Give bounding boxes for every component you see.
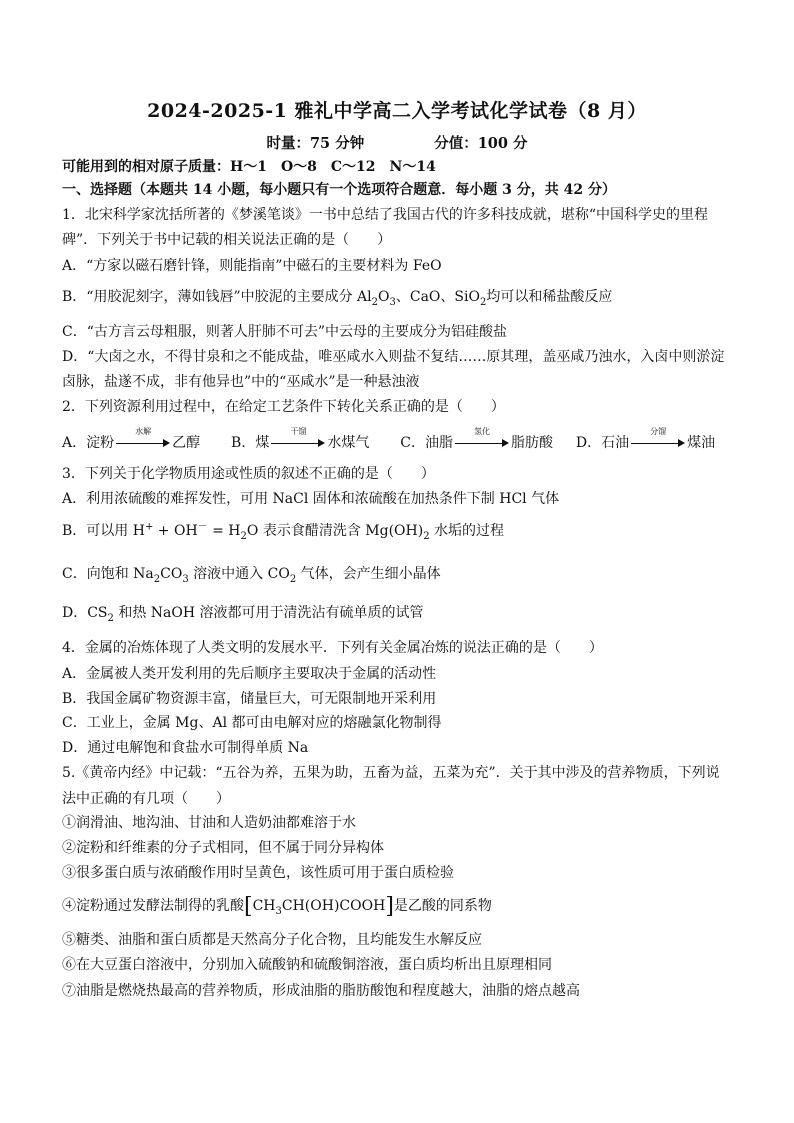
q3-c-post: 气体，会产生细小晶体 (296, 566, 441, 582)
total-score: 分值：100 分 (434, 135, 528, 152)
q1-b-sub2: 3 (389, 296, 396, 308)
q3-c-mid2: 溶液中通入 CO (188, 566, 290, 582)
time-limit: 时量：75 分钟 (266, 135, 365, 152)
q2-d-pre: D．石油 (575, 435, 630, 451)
q1-b-o: O (378, 289, 390, 305)
q2-b-post: 水煤气 (327, 435, 370, 451)
q1-option-d-line2: 卤脉，盐遂不成，非有他异也”中的“巫咸水”是一种悬浊液 (62, 374, 420, 390)
q3-c-sub1: 2 (153, 573, 161, 585)
q3-b-mid2: = H (207, 523, 241, 539)
q3-b-sup1: + (144, 521, 154, 533)
q2-stem: 2．下列资源利用过程中，在给定工艺条件下转化关系正确的是（ ） (62, 399, 505, 415)
q5-statement-1: ①润滑油、地沟油、甘油和人造奶油都难溶于水 (62, 815, 356, 831)
q2-c-pre: C．油脂 (400, 435, 453, 451)
q3-b-pre: B．可以用 H (62, 523, 145, 539)
q1-stem-line1: 1．北宋科学家沈括所著的《梦溪笔谈》一书中总结了我国古代的许多科技成就，堪称“中国科学史的里程 (62, 207, 709, 223)
q4-option-c: C．工业上，金属 Mg、Al 都可由电解对应的熔融氯化物制得 (62, 715, 442, 731)
q3-c-mid: CO (160, 566, 183, 582)
q2-d-post: 煤油 (687, 435, 716, 451)
reaction-arrow-icon: 水解 (116, 436, 170, 450)
q5-statement-4 (62, 896, 754, 917)
reaction-arrow-icon: 分馏 (631, 436, 685, 450)
q3-b-sup2: － (197, 521, 208, 533)
q1-b-post: 均可以和稀盐酸反应 (486, 289, 613, 305)
q3-b-post: 水垢的过程 (429, 523, 505, 539)
q1-b-sub3: 2 (479, 296, 487, 308)
q2-options (62, 427, 754, 453)
q1-b-mid: 、CaO、SiO (395, 289, 480, 305)
q5-statement-7: ⑦油脂是燃烧热最高的营养物质，形成油脂的脂肪酸饱和程度越大，油脂的熔点越高 (62, 983, 580, 999)
q1-option-c: C．“古方言云母粗服，则著人肝肺不可去”中云母的主要成分为铝硅酸盐 (62, 324, 508, 340)
q2-a-post: 乙醇 (172, 435, 201, 451)
q5-s4-post: 是乙酸的同系物 (393, 898, 492, 914)
q3-b-mid3: O 表示食醋清洗含 Mg(OH) (246, 523, 424, 539)
q5-stem-line1: 5.《黄帝内经》中记载：“五谷为养，五果为助，五畜为益，五菜为充”．关于其中涉及的营养物质，下列说 (62, 765, 720, 781)
q3-c-sub3: 2 (289, 573, 297, 585)
section-heading: 一、选择题（本题共 14 小题，每小题只有一个选项符合题意．每小题 3 分，共 42 分） (62, 182, 616, 198)
q1-option-a: A．“方家以磁石磨针锋，则能指南”中磁石的主要材料为 FeO (62, 258, 442, 274)
reaction-arrow-icon: 干馏 (271, 436, 325, 450)
q1-option-b (62, 287, 754, 307)
q5-stem-line2: 法中正确的有几项（ ） (62, 791, 230, 807)
q1-b-sub1: 2 (371, 296, 379, 308)
q3-option-c (62, 564, 754, 584)
q1-b-pre: B．“用胶泥刻字，薄如钱唇”中胶泥的主要成分 Al (62, 289, 372, 305)
bracket-right-icon: ] (385, 894, 394, 919)
q2-b-pre: B．煤 (231, 435, 270, 451)
q5-statement-2: ②淀粉和纤维素的分子式相同，但不属于同分异构体 (62, 840, 384, 856)
q4-stem: 4．金属的冶炼体现了人类文明的发展水平．下列有关金属冶炼的说法正确的是（ ） (62, 640, 603, 656)
exam-title: 2024-2025-1 雅礼中学高二入学考试化学试卷（8 月） (147, 100, 647, 122)
q2-a-pre: A．淀粉 (62, 435, 115, 451)
q4-option-d: D．通过电解饱和食盐水可制得单质 Na (62, 740, 309, 756)
reaction-arrow-icon: 氢化 (455, 436, 509, 450)
q4-option-b: B．我国金属矿物资源丰富，储量巨大，可无限制地开采利用 (62, 691, 437, 707)
q4-option-a: A．金属被人类开发利用的先后顺序主要取决于金属的活动性 (62, 666, 437, 682)
q3-c-sub2: 3 (182, 573, 189, 585)
q5-statement-6: ⑥在大豆蛋白溶液中，分别加入硫酸钠和硫酸铜溶液，蛋白质均析出且原理相同 (62, 957, 552, 973)
q3-option-a: A．利用浓硫酸的难挥发性，可用 NaCl 固体和浓硫酸在加热条件下制 HCl 气体 (62, 491, 560, 507)
q3-stem: 3．下列关于化学物质用途或性质的叙述不正确的是（ ） (62, 466, 435, 482)
q3-c-pre: C．向饱和 Na (62, 566, 154, 582)
q3-d-post: 和热 NaOH 溶液都可用于清洗沾有硫单质的试管 (113, 605, 424, 621)
q1-stem-line2: 碑”．下列关于书中记载的相关说法正确的是（ ） (62, 232, 392, 248)
q1-option-d-line1: D．“大卤之水，不得甘泉和之不能成盐，唯巫咸水入则盐不复结……原其理，盖巫咸乃浊水，入卤中则淤淀 (62, 349, 725, 365)
q5-s4-formula-a: CH (252, 898, 276, 914)
q3-b-sub1: 2 (240, 530, 247, 542)
bracket-left-icon: [ (244, 894, 253, 919)
q3-d-sub: 2 (107, 612, 114, 624)
q3-b-sub2: 2 (423, 530, 430, 542)
q3-option-b (62, 521, 754, 541)
q3-d-pre: D．CS (62, 605, 108, 621)
q3-option-d (62, 603, 754, 623)
q5-statement-5: ⑤糖类、油脂和蛋白质都是天然高分子化合物，且均能发生水解反应 (62, 932, 482, 948)
q5-statement-3: ③很多蛋白质与浓硝酸作用时呈黄色，该性质可用于蛋白质检验 (62, 865, 454, 881)
q5-s4-formula-sub: 3 (275, 905, 282, 917)
q5-s4-pre: ④淀粉通过发酵法制得的乳酸 (62, 898, 244, 914)
q2-c-post: 脂肪酸 (510, 435, 553, 451)
q5-s4-formula-b: CH(OH)COOH (281, 898, 386, 914)
q3-b-mid1: + OH (153, 523, 198, 539)
exam-meta (0, 132, 794, 153)
atomic-mass-note: 可能用到的相对原子质量：H～1 O～8 C～12 N～14 (62, 159, 436, 175)
